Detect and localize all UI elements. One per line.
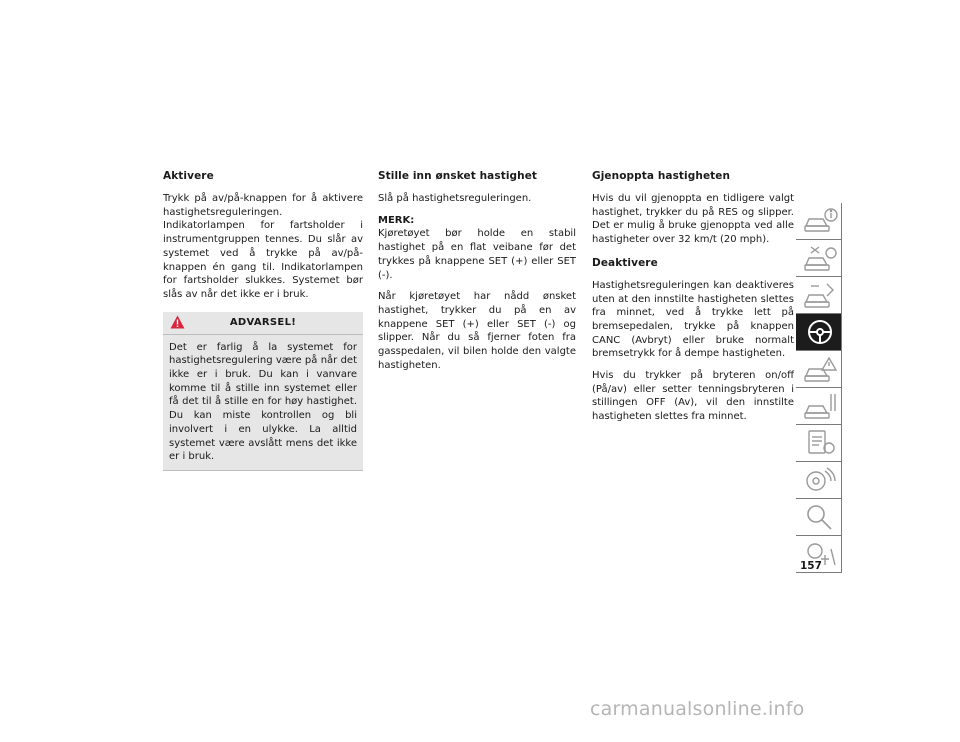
tab-car-warning[interactable] <box>796 351 842 388</box>
warning-header <box>163 312 363 335</box>
tab-multimedia[interactable] <box>796 462 842 499</box>
car-warning-icon <box>801 354 839 384</box>
car-info-icon <box>801 206 839 236</box>
note <box>378 214 576 283</box>
tab-specifications[interactable] <box>796 425 842 462</box>
car-start-icon <box>801 280 839 310</box>
tab-search[interactable] <box>796 499 842 536</box>
multimedia-icon <box>801 465 839 495</box>
warning-title: ADVARSEL! <box>229 316 297 328</box>
resume-paragraph: Hvis du vil gjenoppta en tidligere valgt hastighet, trykker du på RES og slipper. Det er mulig å bruke gjenoppta ved alle hastigheter over 32 km/t (20 mph). <box>592 193 794 246</box>
tab-driving[interactable] <box>796 314 842 351</box>
note-label: MERK: <box>378 214 415 226</box>
chapter-tabs <box>796 203 842 573</box>
tab-car-start[interactable] <box>796 277 842 314</box>
column-set-speed <box>378 166 576 380</box>
set-speed-paragraph-2: Når kjøretøyet har nådd ønsket hastighet, trykker du på en av knappene SET (+) eller SET (-) og slipper. Når du så fjerner foten fra gasspedalen, vil bilen holde den valgte hastigheten. <box>378 291 576 371</box>
search-icon <box>801 502 839 532</box>
warning-box <box>163 312 363 471</box>
warning-text: Det er farlig å la systemet for hastighetsregulering være på når det ikke er i bruk. Du kan i vanvare komme til å stille inn systemet eller få det til å stille en for høy hastighet. Du kan miste kontrollen og bli involvert i en ulykke. La alltid systemet være avslått mens det ikke er i bruk. <box>169 341 357 463</box>
warning-body <box>163 335 363 464</box>
car-safety-icon <box>801 243 839 273</box>
page-number: 157 <box>800 560 822 572</box>
column-resume <box>592 166 794 432</box>
tab-car-info[interactable] <box>796 203 842 240</box>
deactivate-paragraph-1: Hastighetsreguleringen kan deaktiveres uten at den innstilte hastigheten slettes fra minnet, ved å trykke lett på bremsepedalen, trykke på knappen CANC (Avbryt) eller bruke normalt bremsetrykk for å dempe hastigheten. <box>592 279 794 360</box>
specifications-icon <box>801 428 839 458</box>
set-speed-paragraph-1: Slå på hastighetsreguleringen. <box>378 193 532 204</box>
heading-activate: Aktivere <box>163 170 214 182</box>
car-service-icon <box>801 391 839 421</box>
tab-car-service[interactable] <box>796 388 842 425</box>
heading-deactivate: Deaktivere <box>592 256 658 269</box>
note-text: Kjøretøyet bør holde en stabil hastighet på en flat veibane før det trykkes på knappene SET (+) eller SET (-). <box>378 228 576 281</box>
column-activate <box>163 166 363 471</box>
steering-wheel-icon <box>801 317 839 347</box>
watermark-url: carmanualsonline.info <box>590 698 805 720</box>
heading-resume: Gjenoppta hastigheten <box>592 170 731 182</box>
tab-car-safety[interactable] <box>796 240 842 277</box>
heading-set-speed: Stille inn ønsket hastighet <box>378 170 538 182</box>
deactivate-paragraph-2: Hvis du trykker på bryteren on/off (På/av) eller setter tenningsbryteren i stillingen OFF (Av), vil den innstilte hastigheten slettes fra minnet. <box>592 370 794 423</box>
activate-paragraph: Trykk på av/på-knappen for å aktivere hastighetsreguleringen. Indikatorlampen for fartsholder i instrumentgruppen tennes. Du slår av systemet ved å trykke på av/på-knappen én gang til. Indikatorlampen for fartsholder slukkes. Systemet bør slås av når det ikke er i bruk. <box>163 193 363 300</box>
